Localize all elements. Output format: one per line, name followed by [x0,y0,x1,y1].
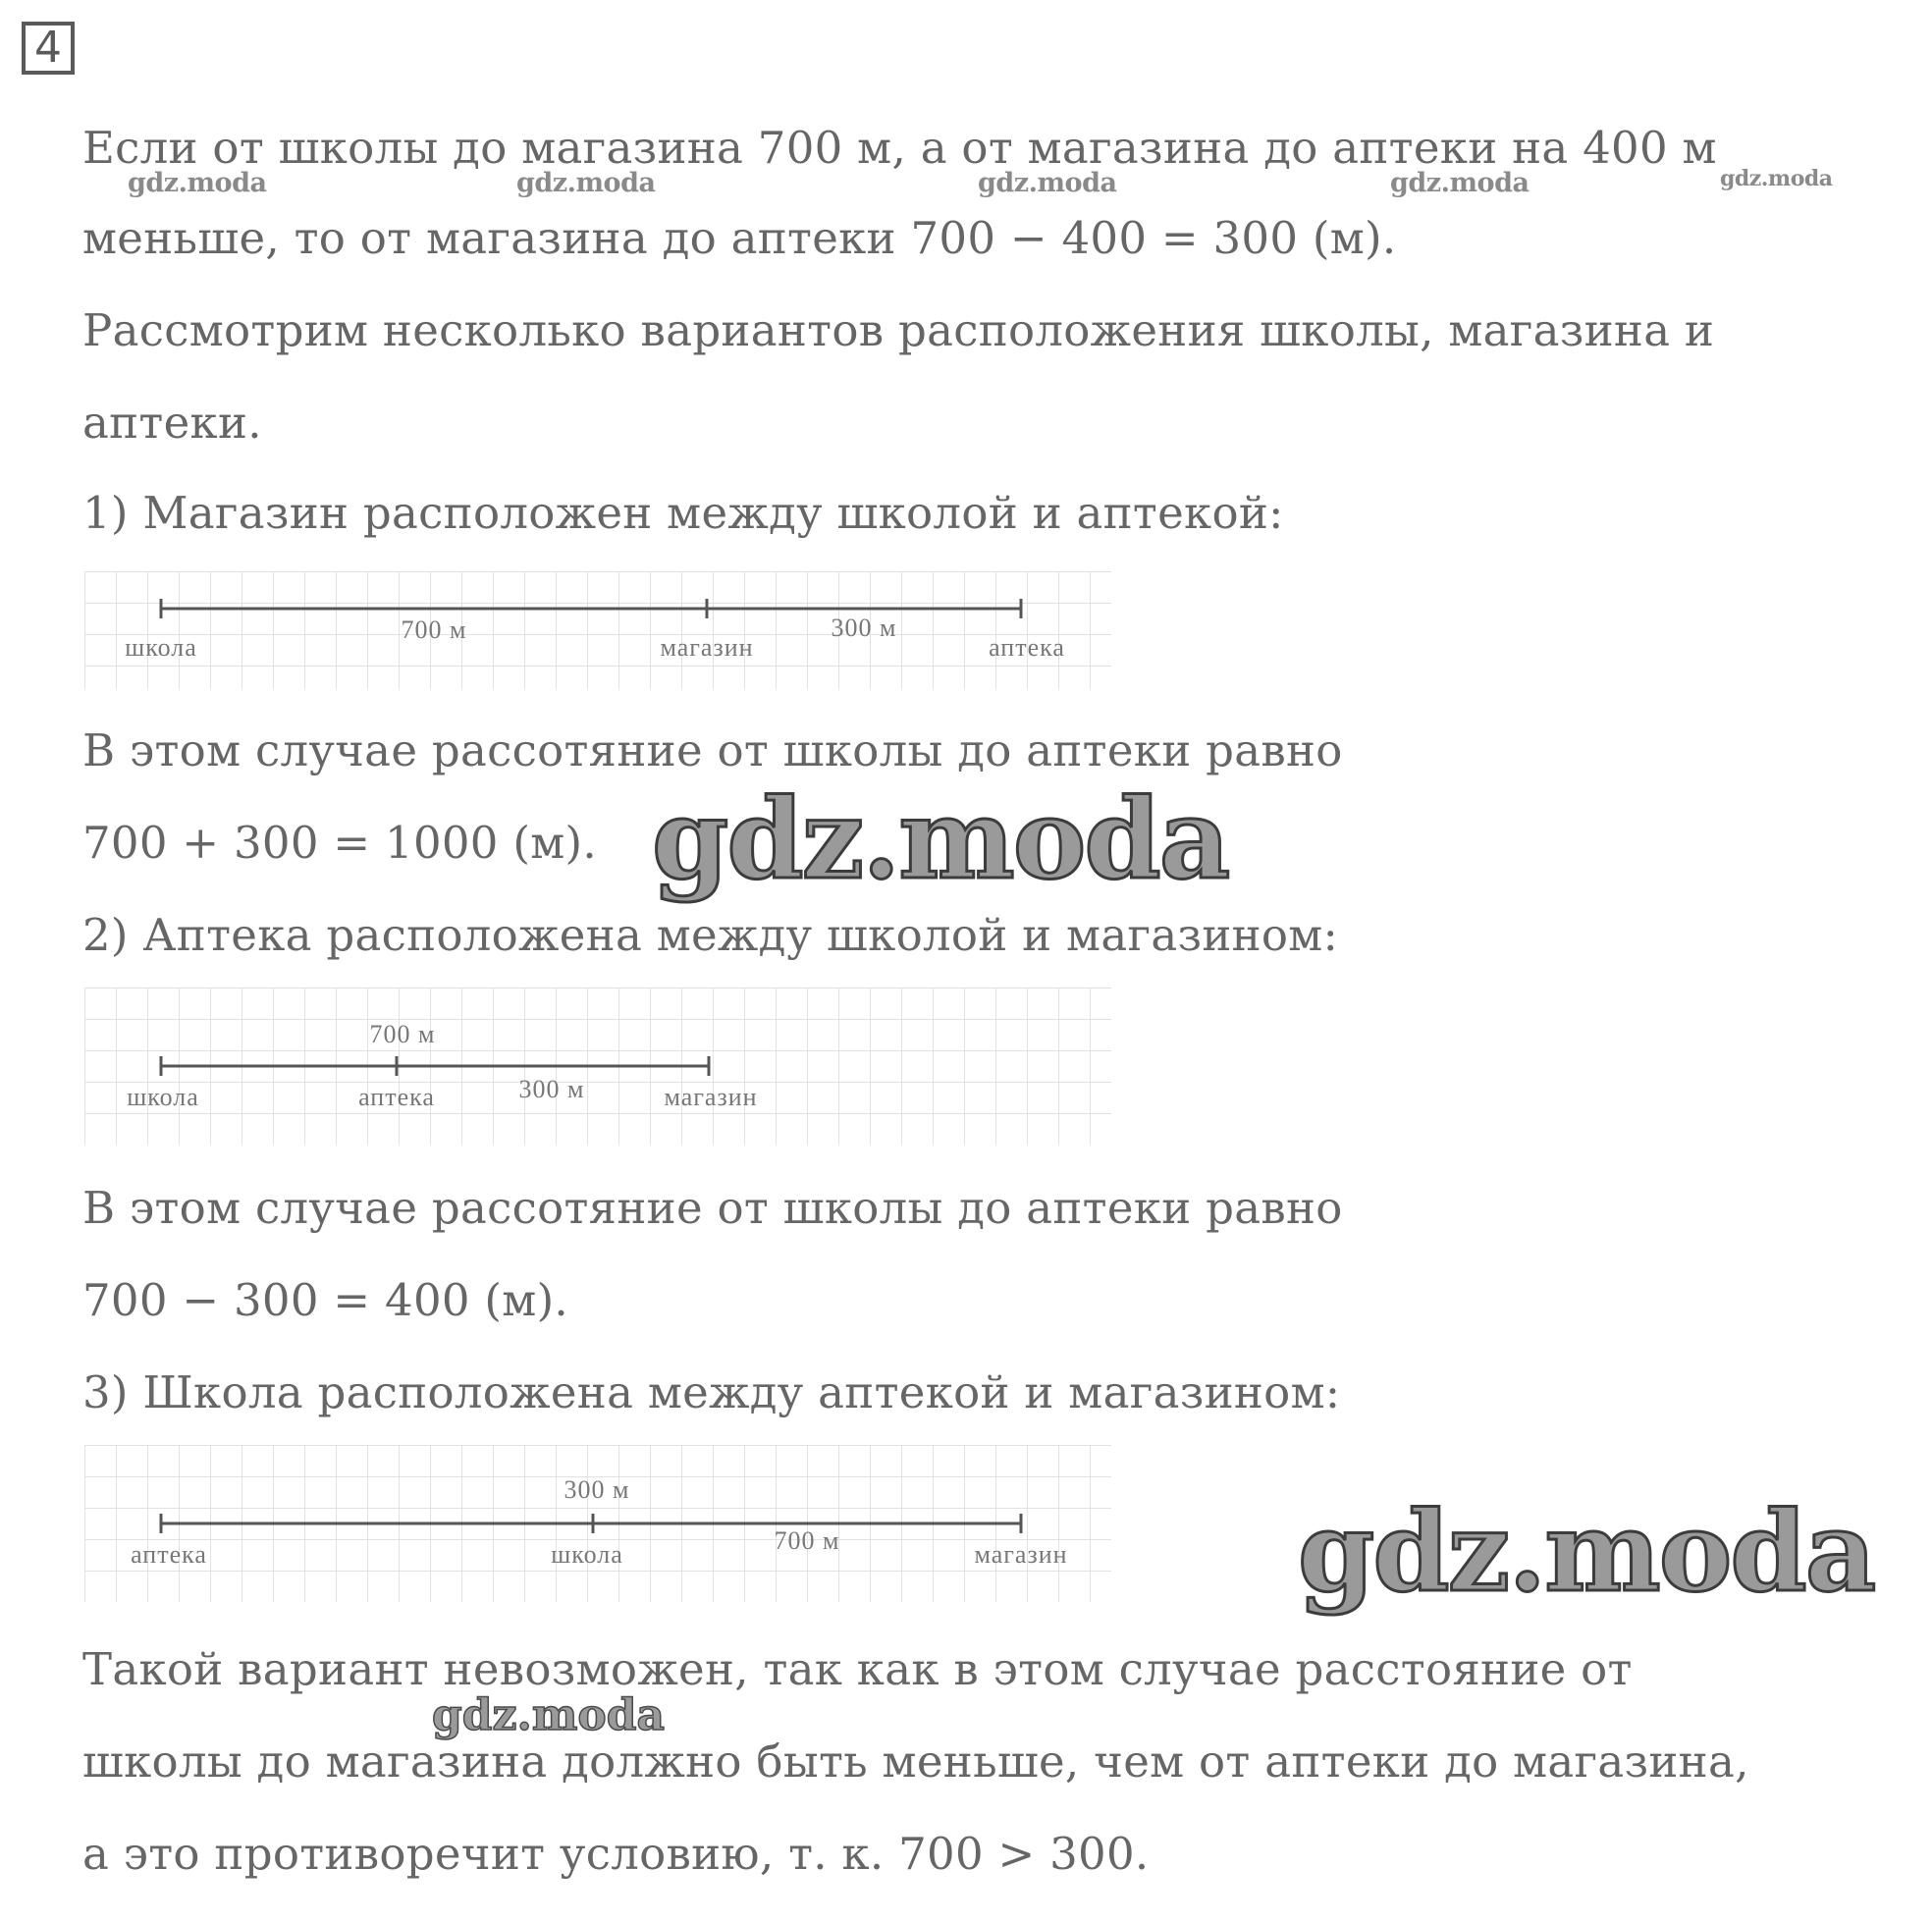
point-label: аптека [358,1083,435,1111]
paragraph-line: Рассмотрим несколько вариантов расположения школы, магазина и [82,304,1715,356]
watermark: gdz.moda [1390,168,1530,198]
case2-result-equation: 700 − 300 = 400 (м). [82,1274,569,1326]
watermark: gdz.moda [128,168,267,198]
point-label: магазин [660,633,754,662]
case1-result-line: В этом случае рассотяние от школы до аптеки равно [82,724,1343,776]
watermark: gdz.moda [516,168,656,198]
point-label: школа [125,633,197,662]
paragraph-line: аптеки. [82,397,262,449]
point-label: магазин [974,1540,1068,1569]
point-label: магазин [664,1083,758,1111]
watermark: gdz.moda [978,168,1117,198]
case1-result-equation: 700 + 300 = 1000 (м). [82,817,597,869]
case2-result-line: В этом случае рассотяние от школы до аптеки равно [82,1182,1343,1234]
conclusion-line: Такой вариант невозможен, так как в этом случае расстояние от [82,1643,1633,1695]
watermark: gdz.moda [1720,166,1833,191]
segment-label: 700 м [774,1526,840,1555]
case2-title: 2) Аптека расположена между школой и магазином: [82,909,1339,961]
task-number-box [22,22,75,75]
paragraph-line: Если от школы до магазина 700 м, а от магазина до аптеки на 400 м [82,122,1717,174]
segment-label: 300 м [518,1075,585,1103]
point-label: школа [127,1083,199,1111]
segment-label: 700 м [401,615,467,644]
watermark-large: gdz.moda [1298,1488,1875,1617]
paragraph-line: меньше, то от магазина до аптеки 700 − 400 = 300 (м). [82,212,1397,264]
point-label: аптека [131,1540,207,1569]
conclusion-line: а это противоречит условию, т. к. 700 > 300. [82,1828,1150,1880]
segment-label: 300 м [831,614,897,642]
point-label: аптека [989,633,1065,662]
diagram-case-2 [84,988,1115,1147]
case1-title: 1) Магазин расположен между школой и аптекой: [82,487,1284,539]
conclusion-line: школы до магазина должно быть меньше, чем от аптеки до магазина, [82,1735,1749,1788]
point-label: школа [551,1540,623,1569]
segment-label: 300 м [564,1475,630,1504]
diagram-case-3 [84,1445,1115,1604]
diagram-case-1 [84,571,1115,691]
task-number: 4 [34,23,62,73]
segment-label: 700 м [369,1020,436,1048]
watermark-large: gdz.moda [652,775,1229,904]
case3-title: 3) Школа расположена между аптекой и магазином: [82,1366,1341,1418]
watermark: gdz.moda [432,1690,666,1740]
